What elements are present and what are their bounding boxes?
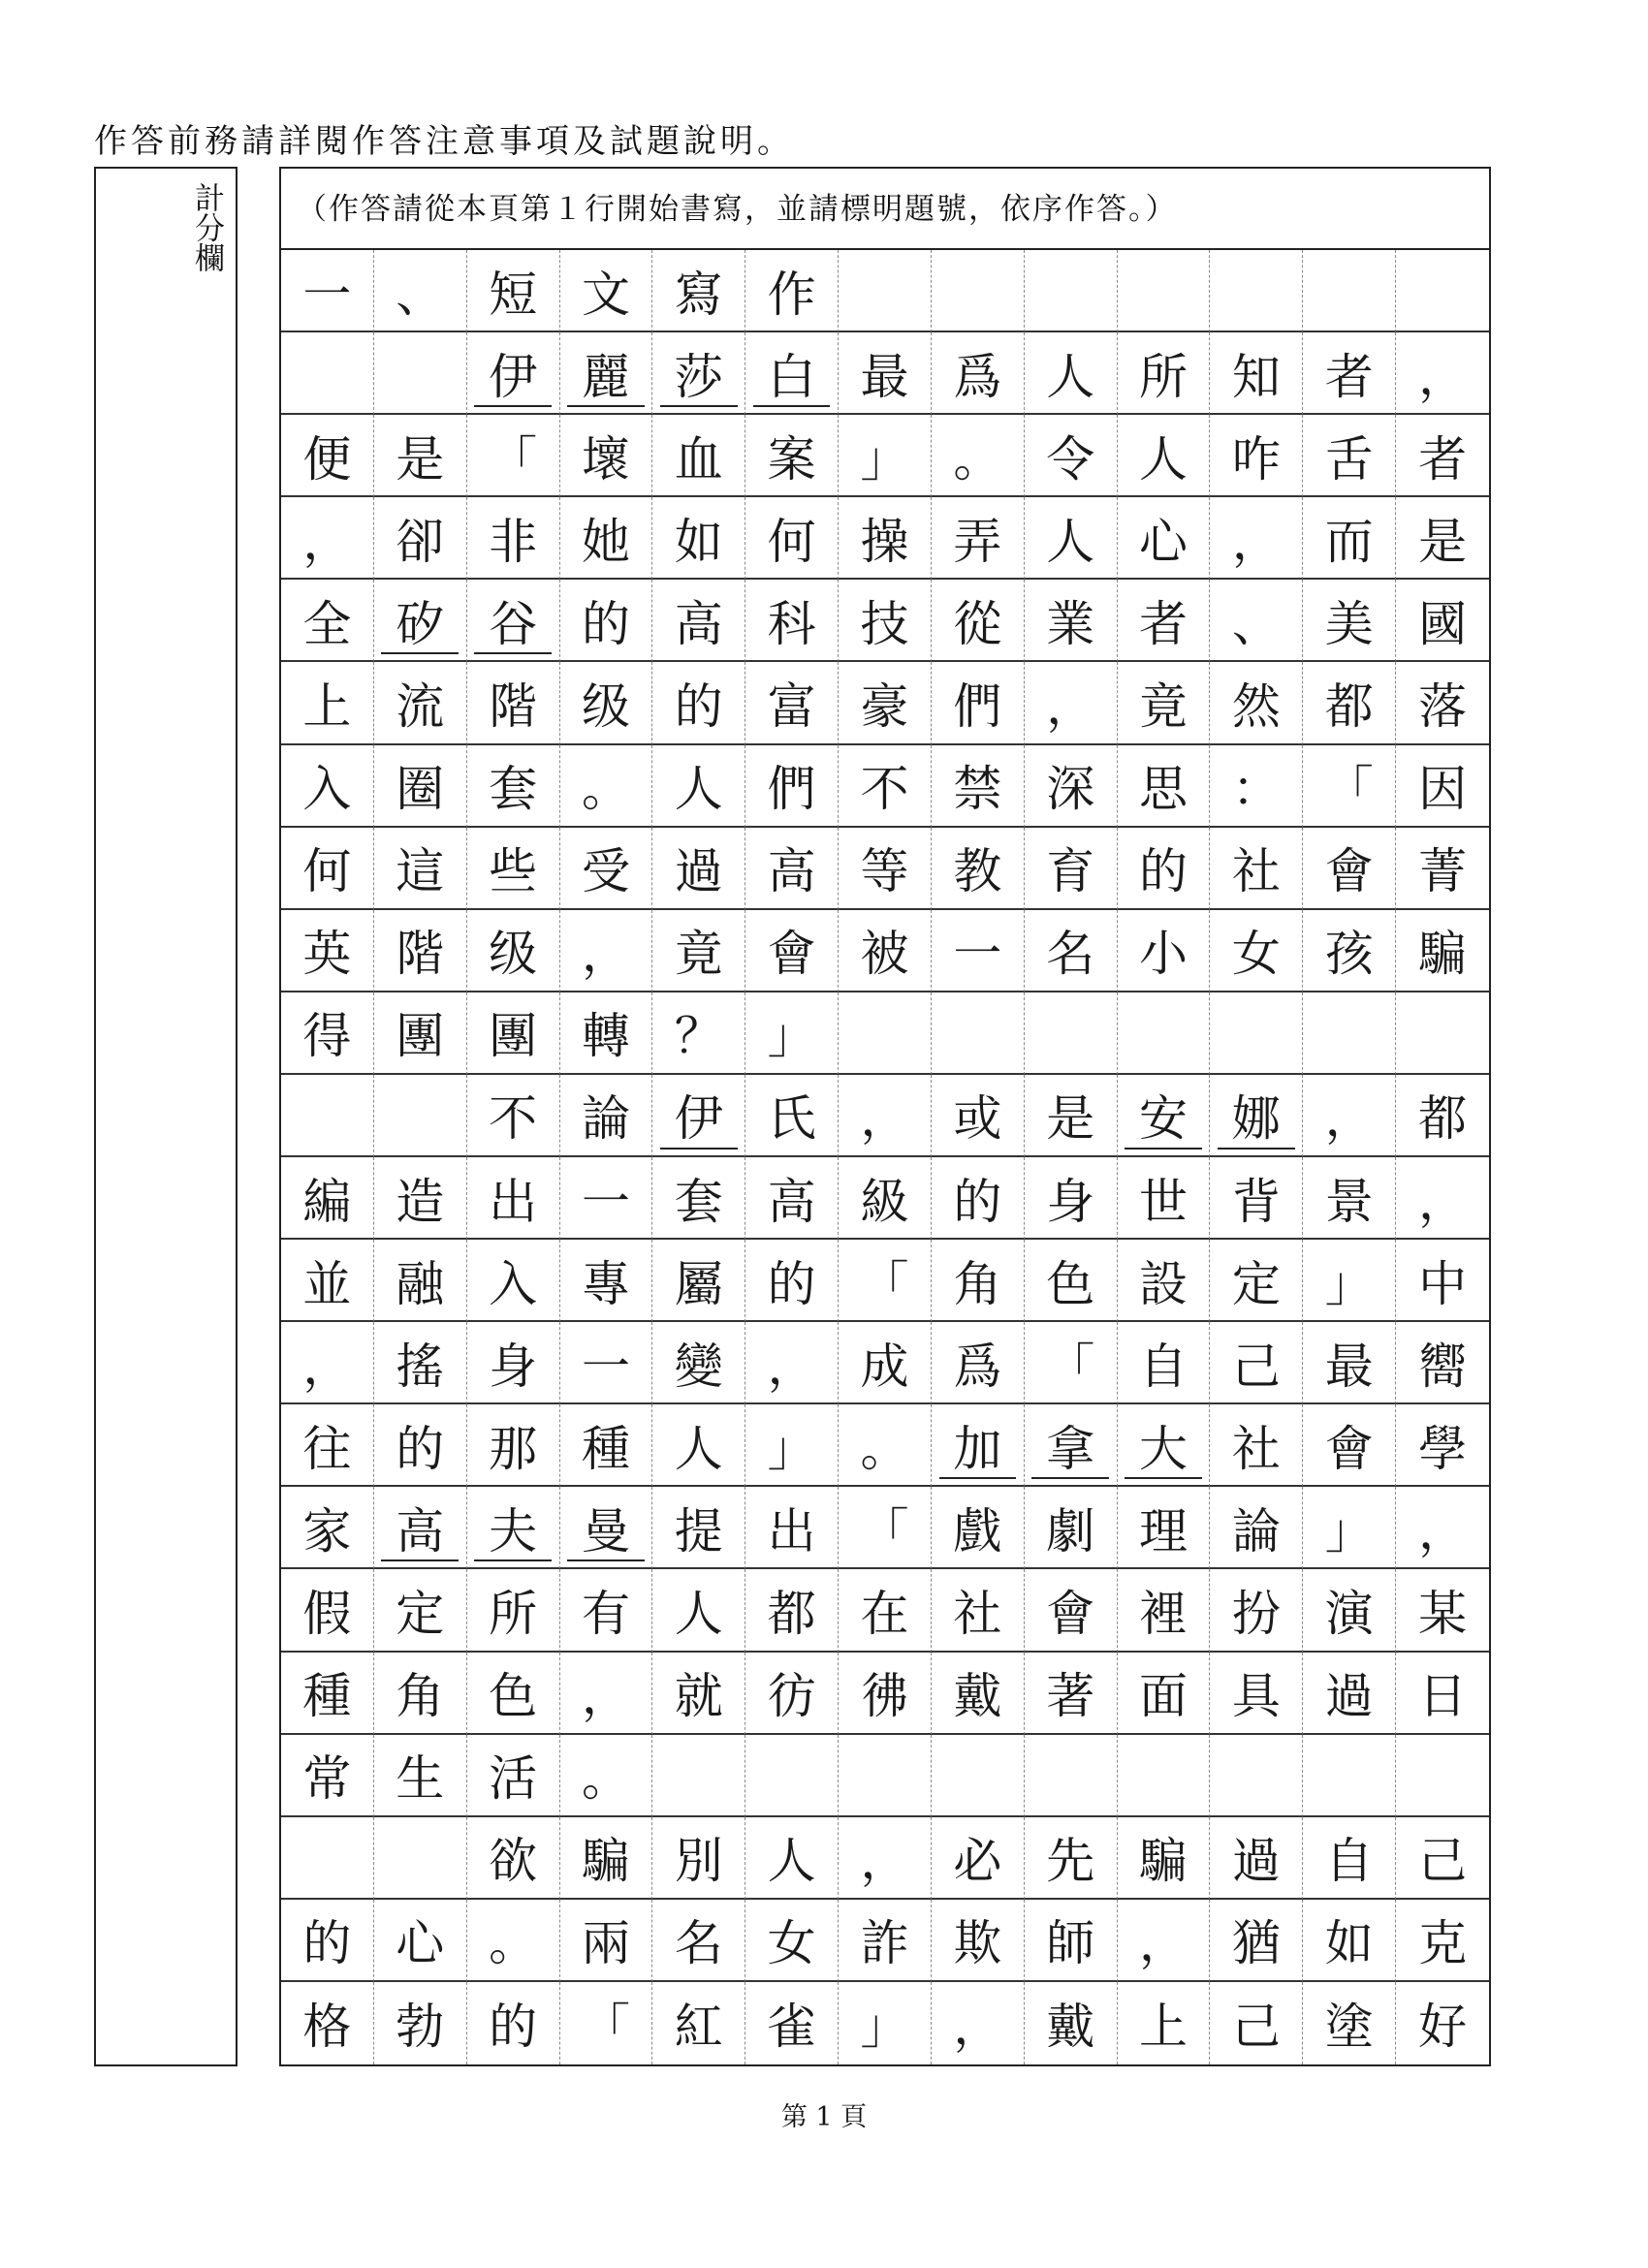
grid-cell: 「 bbox=[839, 1240, 932, 1322]
grid-cell: ， bbox=[281, 1322, 374, 1404]
grid-cell bbox=[1210, 1735, 1303, 1817]
grid-cell: 色 bbox=[1025, 1240, 1118, 1322]
grid-cell: 高 bbox=[745, 1157, 839, 1240]
grid-cell: 」 bbox=[839, 415, 932, 497]
grid-cell: 人 bbox=[652, 1404, 745, 1487]
grid-cell: 造 bbox=[374, 1157, 467, 1240]
grid-cell: 而 bbox=[1303, 497, 1396, 580]
grid-cell: 學 bbox=[1396, 1404, 1489, 1487]
grid-cell bbox=[1303, 992, 1396, 1075]
grid-cell: 曼 bbox=[560, 1487, 653, 1569]
grid-cell: 者 bbox=[1303, 332, 1396, 415]
grid-cell: 受 bbox=[560, 828, 653, 910]
grid-cell: 身 bbox=[1025, 1157, 1118, 1240]
grid-cell: 」 bbox=[839, 1982, 932, 2064]
grid-cell: 的 bbox=[467, 1982, 560, 2064]
grid-cell: 嚮 bbox=[1396, 1322, 1489, 1404]
grid-cell: 短 bbox=[467, 250, 560, 332]
grid-cell: 入 bbox=[281, 745, 374, 828]
grid-cell bbox=[839, 250, 932, 332]
grid-cell: 小 bbox=[1118, 910, 1211, 992]
grid-cell: 搖 bbox=[374, 1322, 467, 1404]
grid-cell: 。 bbox=[467, 1900, 560, 1982]
grid-cell: 作 bbox=[745, 250, 839, 332]
grid-cell: ， bbox=[839, 1817, 932, 1900]
grid-cell: 彿 bbox=[839, 1653, 932, 1735]
grid-cell: 提 bbox=[652, 1487, 745, 1569]
grid-cell: 。 bbox=[839, 1404, 932, 1487]
grid-cell: ， bbox=[932, 1982, 1025, 2064]
grid-cell: 人 bbox=[652, 745, 745, 828]
grid-cell: 生 bbox=[374, 1735, 467, 1817]
grid-cell: 或 bbox=[932, 1075, 1025, 1157]
grid-cell: 矽 bbox=[374, 580, 467, 662]
grid-cell: 會 bbox=[745, 910, 839, 992]
grid-cell bbox=[932, 992, 1025, 1075]
grid-cell: 師 bbox=[1025, 1900, 1118, 1982]
grid-cell: 常 bbox=[281, 1735, 374, 1817]
grid-cell: 欲 bbox=[467, 1817, 560, 1900]
grid-cell: 從 bbox=[932, 580, 1025, 662]
grid-cell: 女 bbox=[1210, 910, 1303, 992]
grid-cell: 人 bbox=[1025, 332, 1118, 415]
notice-text: 作答前務請詳閱作答注意事項及試題說明。 bbox=[94, 122, 794, 161]
grid-cell: 一 bbox=[560, 1157, 653, 1240]
grid-cell: 編 bbox=[281, 1157, 374, 1240]
grid-cell: 是 bbox=[374, 415, 467, 497]
grid-cell: 紅 bbox=[652, 1982, 745, 2064]
grid-cell: 技 bbox=[839, 580, 932, 662]
grid-cell: 戴 bbox=[1025, 1982, 1118, 2064]
grid-cell: 「 bbox=[560, 1982, 653, 2064]
grid-cell: 成 bbox=[839, 1322, 932, 1404]
grid-cell: 設 bbox=[1118, 1240, 1211, 1322]
grid-cell: 案 bbox=[745, 415, 839, 497]
grid-cell: 會 bbox=[1025, 1569, 1118, 1652]
grid-cell: ， bbox=[1025, 662, 1118, 744]
grid-cell: 禁 bbox=[932, 745, 1025, 828]
grid-cell: 卻 bbox=[374, 497, 467, 580]
grid-cell: 騙 bbox=[560, 1817, 653, 1900]
grid-cell: 者 bbox=[1118, 580, 1211, 662]
grid-cell: 不 bbox=[467, 1075, 560, 1157]
grid-cell: 先 bbox=[1025, 1817, 1118, 1900]
grid-cell: 因 bbox=[1396, 745, 1489, 828]
grid-cell: 色 bbox=[467, 1653, 560, 1735]
grid-cell: 己 bbox=[1210, 1322, 1303, 1404]
grid-cell: 圈 bbox=[374, 745, 467, 828]
grid-cell: 名 bbox=[1025, 910, 1118, 992]
grid-cell: 面 bbox=[1118, 1653, 1211, 1735]
grid-cell: 」 bbox=[1303, 1240, 1396, 1322]
page-number: 第 1 頁 bbox=[780, 2102, 868, 2132]
grid-cell: 寫 bbox=[652, 250, 745, 332]
grid-cell: 們 bbox=[745, 745, 839, 828]
grid-cell: 爲 bbox=[932, 332, 1025, 415]
grid-cell: 理 bbox=[1118, 1487, 1211, 1569]
grid-cell: 變 bbox=[652, 1322, 745, 1404]
grid-cell: 、 bbox=[1210, 580, 1303, 662]
grid-cell: 的 bbox=[1118, 828, 1211, 910]
grid-cell: 她 bbox=[560, 497, 653, 580]
grid-cell: 麗 bbox=[560, 332, 653, 415]
grid-cell: 。 bbox=[560, 745, 653, 828]
grid-cell: 角 bbox=[932, 1240, 1025, 1322]
grid-cell: 高 bbox=[745, 828, 839, 910]
grid-cell: 種 bbox=[560, 1404, 653, 1487]
grid-cell: 心 bbox=[374, 1900, 467, 1982]
grid-cell: 人 bbox=[652, 1569, 745, 1652]
grid-cell bbox=[1303, 250, 1396, 332]
grid-cell: 爲 bbox=[932, 1322, 1025, 1404]
grid-cell: 被 bbox=[839, 910, 932, 992]
grid-cell: 階 bbox=[467, 662, 560, 744]
grid-cell: 入 bbox=[467, 1240, 560, 1322]
grid-cell: ， bbox=[1210, 497, 1303, 580]
grid-cell: 人 bbox=[1118, 415, 1211, 497]
grid-cell: 日 bbox=[1396, 1653, 1489, 1735]
grid-cell: 好 bbox=[1418, 1999, 1468, 2056]
grid-cell: 社 bbox=[1210, 828, 1303, 910]
grid-cell: 所 bbox=[1118, 332, 1211, 415]
grid-cell: 雀 bbox=[745, 1982, 839, 2064]
grid-cell: 些 bbox=[467, 828, 560, 910]
grid-cell: 弄 bbox=[932, 497, 1025, 580]
grid-cell bbox=[374, 1075, 467, 1157]
grid-cell: 景 bbox=[1303, 1157, 1396, 1240]
grid-cell: 、 bbox=[374, 250, 467, 332]
grid-cell: 拿 bbox=[1025, 1404, 1118, 1487]
grid-cell: 全 bbox=[281, 580, 374, 662]
grid-cell: 的 bbox=[932, 1157, 1025, 1240]
grid-cell: 菁 bbox=[1396, 828, 1489, 910]
score-column bbox=[94, 167, 238, 2066]
grid-cell: 育 bbox=[1025, 828, 1118, 910]
grid-cell: ， bbox=[281, 497, 374, 580]
grid-cell bbox=[1025, 992, 1118, 1075]
grid-cell: 思 bbox=[1118, 745, 1211, 828]
grid-cell: 得 bbox=[281, 992, 374, 1075]
grid-cell: 是 bbox=[1025, 1075, 1118, 1157]
grid-cell: 家 bbox=[281, 1487, 374, 1569]
grid-cell: 己 bbox=[1210, 1982, 1303, 2064]
grid-cell: 娜 bbox=[1210, 1075, 1303, 1157]
grid-cell: 竟 bbox=[652, 910, 745, 992]
grid-cell: 著 bbox=[1025, 1653, 1118, 1735]
grid-cell: 。 bbox=[932, 415, 1025, 497]
grid-cell: 都 bbox=[1303, 662, 1396, 744]
grid-cell: 彷 bbox=[745, 1653, 839, 1735]
grid-cell: 定 bbox=[374, 1569, 467, 1652]
grid-cell: 「 bbox=[1025, 1322, 1118, 1404]
grid-cell: 富 bbox=[745, 662, 839, 744]
grid-cell: 並 bbox=[281, 1240, 374, 1322]
grid-cell bbox=[1396, 992, 1489, 1075]
grid-cell: 加 bbox=[932, 1404, 1025, 1487]
grid-cell: 然 bbox=[1210, 662, 1303, 744]
grid-cell: ， bbox=[560, 910, 653, 992]
grid-cell: 「 bbox=[839, 1487, 932, 1569]
grid-cell: 者 bbox=[1396, 415, 1489, 497]
grid-cell: ， bbox=[1396, 1157, 1489, 1240]
grid-cell: 這 bbox=[374, 828, 467, 910]
grid-cell: 團 bbox=[467, 992, 560, 1075]
grid-cell: 騙 bbox=[1118, 1817, 1211, 1900]
grid-cell: 上 bbox=[281, 662, 374, 744]
grid-cell: 咋 bbox=[1210, 415, 1303, 497]
grid-cell: 中 bbox=[1396, 1240, 1489, 1322]
grid-cell: 如 bbox=[1303, 1900, 1396, 1982]
grid-cell: 角 bbox=[374, 1653, 467, 1735]
grid-cell: 假 bbox=[281, 1569, 374, 1652]
grid-cell: 」 bbox=[745, 1404, 839, 1487]
grid-cell: 都 bbox=[1396, 1075, 1489, 1157]
grid-cell: 的 bbox=[560, 580, 653, 662]
grid-cell bbox=[1396, 250, 1489, 332]
grid-cell: 上 bbox=[1118, 1982, 1211, 2064]
grid-cell: 過 bbox=[1303, 1653, 1396, 1735]
grid-cell: 套 bbox=[652, 1157, 745, 1240]
grid-cell: 令 bbox=[1025, 415, 1118, 497]
grid-cell: 级 bbox=[467, 910, 560, 992]
grid-cell: 詐 bbox=[839, 1900, 932, 1982]
grid-cell: 劇 bbox=[1025, 1487, 1118, 1569]
grid-cell: 騙 bbox=[1396, 910, 1489, 992]
grid-cell bbox=[932, 250, 1025, 332]
grid-cell: 出 bbox=[467, 1157, 560, 1240]
grid-cell bbox=[281, 1075, 374, 1157]
grid-cell: 格 bbox=[281, 1982, 374, 2064]
grid-cell: 具 bbox=[1210, 1653, 1303, 1735]
grid-cell: 必 bbox=[932, 1817, 1025, 1900]
grid-cell: 世 bbox=[1118, 1157, 1211, 1240]
grid-cell: 團 bbox=[374, 992, 467, 1075]
grid-cell: 克 bbox=[1396, 1900, 1489, 1982]
grid-cell: 豪 bbox=[839, 662, 932, 744]
grid-cell: 戲 bbox=[932, 1487, 1025, 1569]
grid-cell bbox=[374, 1817, 467, 1900]
grid-cell: 一 bbox=[932, 910, 1025, 992]
grid-cell: 」 bbox=[745, 992, 839, 1075]
grid-cell: 一 bbox=[281, 250, 374, 332]
grid-cell: 科 bbox=[745, 580, 839, 662]
grid-cell: 屬 bbox=[652, 1240, 745, 1322]
grid-cell: ， bbox=[745, 1322, 839, 1404]
grid-cell: 身 bbox=[467, 1322, 560, 1404]
answer-grid bbox=[281, 250, 1489, 2064]
grid-cell bbox=[932, 1735, 1025, 1817]
grid-cell: 己 bbox=[1396, 1817, 1489, 1900]
grid-cell: 夫 bbox=[467, 1487, 560, 1569]
grid-cell bbox=[652, 1735, 745, 1817]
grid-cell: 非 bbox=[467, 497, 560, 580]
grid-cell: 高 bbox=[652, 580, 745, 662]
grid-cell: 英 bbox=[281, 910, 374, 992]
grid-cell: ， bbox=[839, 1075, 932, 1157]
grid-cell: ， bbox=[1396, 1487, 1489, 1569]
grid-cell: 竟 bbox=[1118, 662, 1211, 744]
grid-cell: 轉 bbox=[560, 992, 653, 1075]
grid-cell: 大 bbox=[1118, 1404, 1211, 1487]
grid-cell: 業 bbox=[1025, 580, 1118, 662]
grid-cell: 知 bbox=[1210, 332, 1303, 415]
grid-cell: 套 bbox=[467, 745, 560, 828]
grid-cell: 社 bbox=[1210, 1404, 1303, 1487]
grid-cell bbox=[1118, 1735, 1211, 1817]
grid-cell: 定 bbox=[1210, 1240, 1303, 1322]
grid-cell: 社 bbox=[932, 1569, 1025, 1652]
grid-cell: 级 bbox=[560, 662, 653, 744]
grid-cell: 安 bbox=[1118, 1075, 1211, 1157]
grid-cell bbox=[1396, 1735, 1489, 1817]
grid-cell bbox=[1210, 250, 1303, 332]
answer-sheet bbox=[279, 167, 1491, 2066]
grid-cell: 裡 bbox=[1118, 1569, 1211, 1652]
grid-cell bbox=[839, 992, 932, 1075]
grid-cell: 級 bbox=[839, 1157, 932, 1240]
grid-cell: ， bbox=[1396, 332, 1489, 415]
grid-cell: 」 bbox=[1303, 1487, 1396, 1569]
grid-cell: 兩 bbox=[560, 1900, 653, 1982]
grid-cell: 演 bbox=[1303, 1569, 1396, 1652]
grid-cell: 氏 bbox=[745, 1075, 839, 1157]
grid-cell: 最 bbox=[1303, 1322, 1396, 1404]
grid-cell: 文 bbox=[560, 250, 653, 332]
grid-cell: 何 bbox=[281, 828, 374, 910]
grid-cell: 舌 bbox=[1303, 415, 1396, 497]
grid-cell: 欺 bbox=[932, 1900, 1025, 1982]
grid-cell: 自 bbox=[1118, 1322, 1211, 1404]
grid-cell: 某 bbox=[1396, 1569, 1489, 1652]
grid-cell bbox=[374, 332, 467, 415]
grid-cell: 便 bbox=[281, 415, 374, 497]
grid-cell: 白 bbox=[745, 332, 839, 415]
grid-cell: 流 bbox=[374, 662, 467, 744]
grid-cell: 那 bbox=[467, 1404, 560, 1487]
score-column-label: 計分欄 bbox=[189, 182, 224, 272]
grid-cell: 落 bbox=[1396, 662, 1489, 744]
grid-cell: 「 bbox=[467, 415, 560, 497]
grid-cell: 在 bbox=[839, 1569, 932, 1652]
grid-cell: 最 bbox=[839, 332, 932, 415]
grid-cell bbox=[1025, 1735, 1118, 1817]
grid-cell: 扮 bbox=[1210, 1569, 1303, 1652]
grid-cell: 心 bbox=[1118, 497, 1211, 580]
grid-cell: 的 bbox=[745, 1240, 839, 1322]
grid-cell: 融 bbox=[374, 1240, 467, 1322]
grid-cell bbox=[1118, 250, 1211, 332]
grid-cell: 的 bbox=[374, 1404, 467, 1487]
grid-cell: ： bbox=[1210, 745, 1303, 828]
grid-cell bbox=[839, 1735, 932, 1817]
grid-cell: 美 bbox=[1303, 580, 1396, 662]
grid-cell: 國 bbox=[1396, 580, 1489, 662]
grid-cell: 等 bbox=[839, 828, 932, 910]
grid-cell: 背 bbox=[1210, 1157, 1303, 1240]
grid-cell bbox=[1303, 1735, 1396, 1817]
grid-cell: ？ bbox=[652, 992, 745, 1075]
grid-cell: 種 bbox=[281, 1653, 374, 1735]
grid-cell: 塗 bbox=[1303, 1982, 1396, 2064]
grid-cell: 如 bbox=[652, 497, 745, 580]
grid-cell: 的 bbox=[652, 662, 745, 744]
grid-cell: 名 bbox=[652, 1900, 745, 1982]
grid-cell: 教 bbox=[932, 828, 1025, 910]
grid-cell: 的 bbox=[281, 1900, 374, 1982]
grid-cell: 出 bbox=[745, 1487, 839, 1569]
grid-cell: 何 bbox=[745, 497, 839, 580]
grid-cell: 勃 bbox=[374, 1982, 467, 2064]
grid-cell: 戴 bbox=[932, 1653, 1025, 1735]
grid-cell: 谷 bbox=[467, 580, 560, 662]
grid-cell bbox=[1025, 250, 1118, 332]
grid-cell: 猶 bbox=[1210, 1900, 1303, 1982]
grid-cell: 「 bbox=[1303, 745, 1396, 828]
grid-cell: 人 bbox=[745, 1817, 839, 1900]
grid-cell: 有 bbox=[560, 1569, 653, 1652]
grid-cell bbox=[1118, 992, 1211, 1075]
grid-cell: 一 bbox=[560, 1322, 653, 1404]
grid-cell: 高 bbox=[374, 1487, 467, 1569]
grid-cell: 專 bbox=[560, 1240, 653, 1322]
grid-cell: 不 bbox=[839, 745, 932, 828]
grid-cell: 深 bbox=[1025, 745, 1118, 828]
grid-cell: 過 bbox=[1210, 1817, 1303, 1900]
instruction-text: （作答請從本頁第１行開始書寫，並請標明題號，依序作答。） bbox=[281, 169, 1489, 250]
grid-cell: 別 bbox=[652, 1817, 745, 1900]
grid-cell: 論 bbox=[1210, 1487, 1303, 1569]
grid-cell: 自 bbox=[1303, 1817, 1396, 1900]
grid-cell: 莎 bbox=[652, 332, 745, 415]
grid-cell bbox=[281, 1817, 374, 1900]
grid-cell: 就 bbox=[652, 1653, 745, 1735]
grid-cell: 活 bbox=[467, 1735, 560, 1817]
grid-cell bbox=[1210, 992, 1303, 1075]
grid-cell: 所 bbox=[467, 1569, 560, 1652]
grid-cell: 階 bbox=[374, 910, 467, 992]
grid-cell: 操 bbox=[839, 497, 932, 580]
grid-cell bbox=[281, 332, 374, 415]
grid-cell: 論 bbox=[560, 1075, 653, 1157]
grid-cell: 血 bbox=[652, 415, 745, 497]
grid-cell: 會 bbox=[1303, 828, 1396, 910]
grid-cell: 會 bbox=[1303, 1404, 1396, 1487]
grid-cell: 孩 bbox=[1303, 910, 1396, 992]
grid-cell bbox=[745, 1735, 839, 1817]
grid-cell: ， bbox=[560, 1653, 653, 1735]
grid-cell: 伊 bbox=[467, 332, 560, 415]
grid-cell: 是 bbox=[1396, 497, 1489, 580]
grid-cell: 伊 bbox=[652, 1075, 745, 1157]
grid-cell: 都 bbox=[745, 1569, 839, 1652]
grid-cell: 過 bbox=[652, 828, 745, 910]
grid-cell: ， bbox=[1303, 1075, 1396, 1157]
grid-cell: 人 bbox=[1025, 497, 1118, 580]
grid-cell: 女 bbox=[745, 1900, 839, 1982]
grid-cell: 往 bbox=[281, 1404, 374, 1487]
grid-cell: 壞 bbox=[560, 415, 653, 497]
grid-cell: 。 bbox=[560, 1735, 653, 1817]
grid-cell: ， bbox=[1118, 1900, 1211, 1982]
grid-cell: 們 bbox=[932, 662, 1025, 744]
